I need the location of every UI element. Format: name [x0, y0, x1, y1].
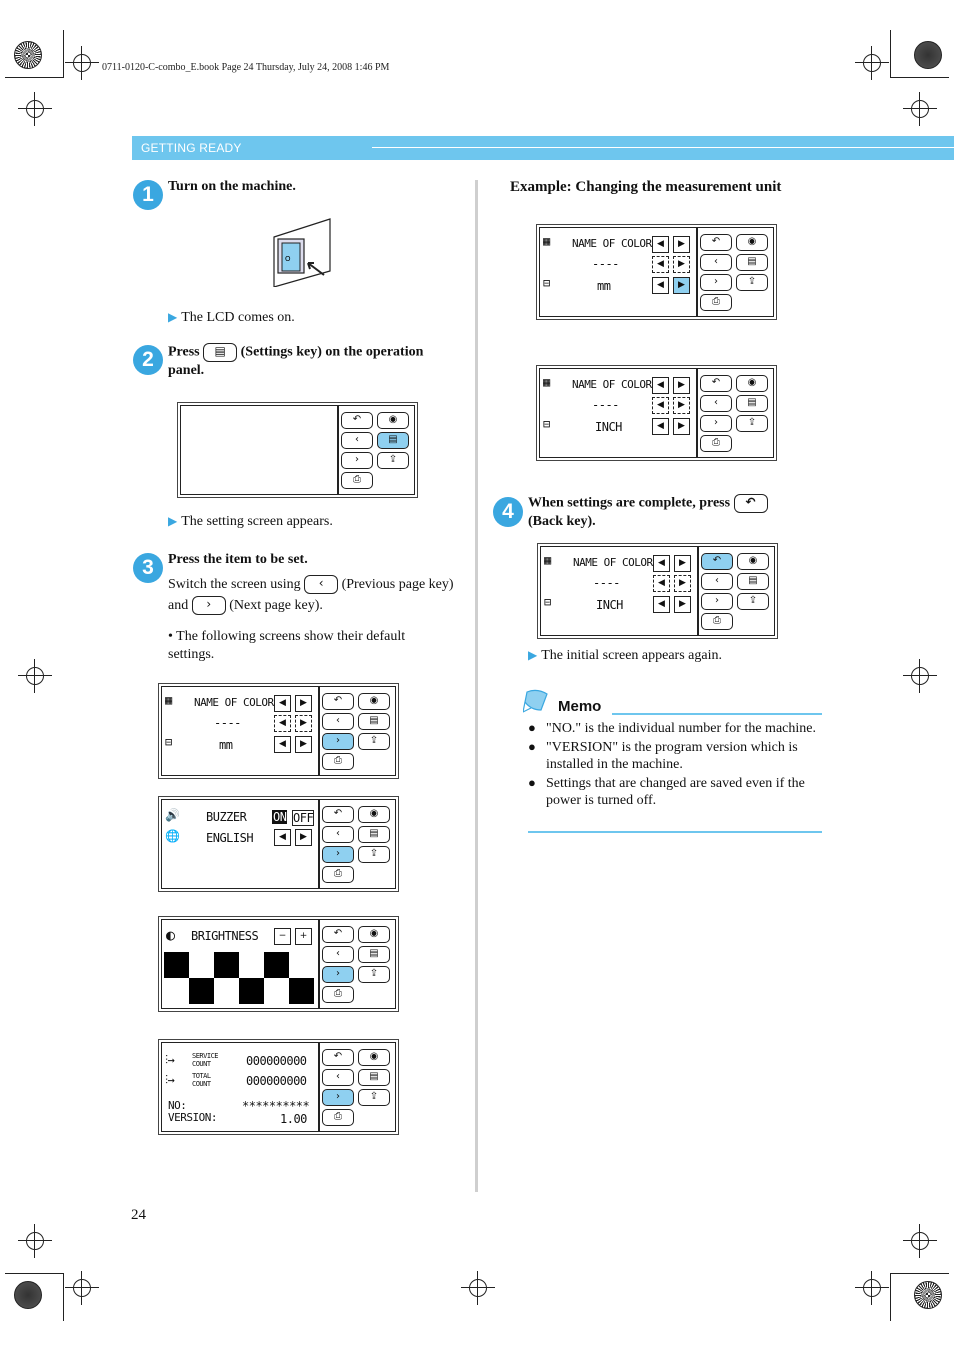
unit-value: INCH	[595, 420, 622, 434]
embroidery-key[interactable]: ◉	[736, 234, 768, 251]
next-page-key[interactable]: ›	[322, 733, 354, 750]
globe-icon: 🌐	[165, 829, 180, 843]
settings-key[interactable]: ▤	[377, 432, 409, 449]
back-key[interactable]: ↶	[322, 926, 354, 943]
embroidery-key[interactable]: ◉	[737, 553, 769, 570]
step-title: Turn on the machine.	[168, 179, 296, 194]
thread-icon: ▦	[165, 693, 172, 707]
reset-key[interactable]: ⎙	[341, 472, 373, 489]
next-page-key[interactable]: ›	[322, 1089, 354, 1106]
right-arrow-button[interactable]: ▶	[673, 397, 690, 414]
version-value: 1.00	[280, 1112, 307, 1126]
left-arrow-button[interactable]: ◀	[653, 596, 670, 613]
step-number: 3	[133, 553, 163, 583]
name-of-color-label: NAME OF COLOR	[573, 556, 653, 569]
name-of-color-label: NAME OF COLOR	[194, 696, 274, 709]
next-page-key[interactable]: ›	[322, 966, 354, 983]
left-arrow-button[interactable]: ◀	[653, 555, 670, 572]
settings-key[interactable]: ▤	[736, 395, 768, 412]
step-number: 4	[493, 497, 523, 527]
service-count-value: 000000000	[246, 1054, 307, 1068]
lcd-screen-counts	[161, 1042, 396, 1132]
crop-mark	[890, 1273, 891, 1321]
svg-text:O: O	[285, 255, 291, 263]
save-key[interactable]: ⇪	[358, 733, 390, 750]
left-arrow-button[interactable]: ◀	[274, 715, 291, 732]
unit-value: mm	[219, 738, 233, 752]
left-arrow-button[interactable]: ◀	[652, 236, 669, 253]
embroidery-key[interactable]: ◉	[358, 693, 390, 710]
memo-title: Memo	[558, 698, 602, 715]
right-arrow-button[interactable]: ▶	[674, 555, 691, 572]
left-arrow-button[interactable]: ◀	[274, 695, 291, 712]
previous-page-key[interactable]: ‹	[322, 826, 354, 843]
registration-disc-icon	[14, 1281, 42, 1309]
previous-page-key[interactable]: ‹	[322, 1069, 354, 1086]
right-arrow-button[interactable]: ▶	[674, 596, 691, 613]
previous-page-key[interactable]: ‹	[322, 946, 354, 963]
back-key[interactable]: ↶	[700, 375, 732, 392]
settings-key[interactable]: ▤	[358, 713, 390, 730]
brightness-pattern	[164, 952, 314, 1004]
color-value: ----	[214, 716, 241, 730]
step-number: 2	[133, 345, 163, 375]
lcd-example-inch	[539, 368, 774, 458]
contrast-icon: ◐	[166, 926, 175, 944]
lcd-screen-brightness	[161, 919, 396, 1009]
step-title: Press ▤ (Settings key) on the operation panel.	[168, 344, 424, 378]
settings-key[interactable]: ▤	[358, 1069, 390, 1086]
back-key-icon: ↶	[734, 494, 768, 513]
version-label: VERSION:	[168, 1111, 217, 1124]
next-page-key[interactable]: ›	[341, 452, 373, 469]
previous-page-key[interactable]: ‹	[701, 573, 733, 590]
step-body: Switch the screen using ‹ (Previous page key) and › (Next page key).	[168, 574, 463, 616]
next-page-key[interactable]: ›	[700, 415, 732, 432]
right-arrow-button[interactable]: ▶	[673, 377, 690, 394]
lcd-screen-color-unit	[161, 686, 396, 776]
back-key[interactable]: ↶	[700, 234, 732, 251]
step-result: ▶ The initial screen appears again.	[528, 648, 722, 663]
save-key[interactable]: ⇪	[736, 274, 768, 291]
previous-page-key[interactable]: ‹	[700, 254, 732, 271]
minus-button[interactable]: −	[274, 928, 291, 945]
crosshair-icon	[73, 54, 91, 72]
lcd-panel-initial	[180, 405, 415, 495]
thread-icon: ▦	[543, 234, 550, 248]
lcd-screen-buzzer-language	[161, 799, 396, 889]
reset-key[interactable]: ⎙	[322, 753, 354, 770]
right-arrow-button[interactable]: ▶	[295, 736, 312, 753]
step-title: When settings are complete, press ↶ (Back key).	[528, 494, 818, 530]
embroidery-key[interactable]: ◉	[358, 1049, 390, 1066]
crop-mark	[63, 1273, 64, 1321]
example-title: Example: Changing the measurement unit	[510, 179, 782, 195]
save-key[interactable]: ⇪	[736, 415, 768, 432]
crosshair-icon	[73, 1279, 91, 1297]
right-arrow-button[interactable]: ▶	[673, 418, 690, 435]
embroidery-key[interactable]: ◉	[736, 375, 768, 392]
crop-mark	[891, 1273, 949, 1274]
back-key[interactable]: ↶	[341, 412, 373, 429]
crosshair-icon	[911, 667, 929, 685]
thread-icon: ▦	[544, 553, 551, 567]
language-value: ENGLISH	[206, 831, 254, 845]
reset-key[interactable]: ⎙	[322, 986, 354, 1003]
settings-key[interactable]: ▤	[358, 826, 390, 843]
column-divider	[475, 180, 478, 1192]
measure-icon: ⊟	[543, 276, 550, 290]
save-key[interactable]: ⇪	[737, 593, 769, 610]
buzzer-off-button[interactable]: OFF	[293, 811, 314, 825]
lcd-example-mm	[539, 227, 774, 317]
page-number: 24	[131, 1207, 146, 1223]
color-value: ----	[592, 257, 619, 271]
left-arrow-button[interactable]: ◀	[652, 377, 669, 394]
buzzer-label: BUZZER	[206, 810, 247, 824]
right-arrow-button[interactable]: ▶	[673, 236, 690, 253]
reset-key[interactable]: ⎙	[322, 1109, 354, 1126]
left-arrow-button[interactable]: ◀	[652, 256, 669, 273]
embroidery-key[interactable]: ◉	[358, 926, 390, 943]
next-page-key-icon: ›	[192, 596, 226, 615]
embroidery-key[interactable]: ◉	[377, 412, 409, 429]
print-header: 0711-0120-C-combo_E.book Page 24 Thursday, July 24, 2008 1:46 PM	[102, 62, 390, 73]
right-arrow-button[interactable]: ▶	[673, 277, 690, 294]
previous-page-key-icon: ‹	[304, 575, 338, 594]
memo-rule-bottom	[528, 831, 822, 833]
right-arrow-button[interactable]: ▶	[295, 695, 312, 712]
memo-rule-top	[612, 713, 822, 715]
crosshair-icon	[911, 1232, 929, 1250]
left-arrow-button[interactable]: ◀	[653, 575, 670, 592]
settings-key[interactable]: ▤	[358, 946, 390, 963]
crosshair-icon	[26, 667, 44, 685]
service-count-label: SERVICE COUNT	[192, 1052, 219, 1068]
unit-value: mm	[597, 279, 611, 293]
step-number: 1	[133, 180, 163, 210]
reset-key[interactable]: ⎙	[701, 613, 733, 630]
right-arrow-button[interactable]: ▶	[673, 256, 690, 273]
reset-key[interactable]: ⎙	[322, 866, 354, 883]
crosshair-icon	[863, 1279, 881, 1297]
name-of-color-label: NAME OF COLOR	[572, 237, 652, 250]
unit-value: INCH	[596, 598, 623, 612]
thread-icon: ▦	[543, 375, 550, 389]
section-title: GETTING READY	[141, 141, 242, 155]
crop-mark	[63, 30, 64, 78]
name-of-color-label: NAME OF COLOR	[572, 378, 652, 391]
memo-item: Settings that are changed are saved even if the power is turned off.	[546, 775, 805, 808]
service-count-icon: ⫶→	[165, 1053, 175, 1067]
total-count-label: TOTAL COUNT	[192, 1072, 211, 1088]
power-switch-illustration	[268, 215, 334, 287]
section-bar	[132, 136, 954, 160]
crop-mark	[891, 77, 949, 78]
reset-key[interactable]: ⎙	[700, 435, 732, 452]
registration-disc-icon	[914, 41, 942, 69]
registration-disc-icon	[14, 41, 42, 69]
memo-item: "NO." is the individual number for the machine.	[546, 721, 816, 736]
memo-list: ● "NO." is the individual number for the machine. ● "VERSION" is the program version which is installed in the machine. ● Settings that are changed are saved even if the power is turned off.	[528, 720, 820, 810]
reset-key[interactable]: ⎙	[700, 294, 732, 311]
registration-disc-icon	[914, 1281, 942, 1309]
color-value: ----	[593, 576, 620, 590]
plus-button[interactable]: +	[295, 928, 312, 945]
right-arrow-button[interactable]: ▶	[674, 575, 691, 592]
lcd-example-back	[540, 546, 775, 636]
left-arrow-button[interactable]: ◀	[652, 397, 669, 414]
right-arrow-button[interactable]: ▶	[295, 715, 312, 732]
step-title: Press the item to be set.	[168, 552, 308, 567]
save-key[interactable]: ⇪	[358, 966, 390, 983]
back-key[interactable]: ↶	[322, 693, 354, 710]
brightness-label: BRIGHTNESS	[191, 929, 259, 943]
next-page-key[interactable]: ›	[701, 593, 733, 610]
settings-key-icon: ▤	[203, 343, 237, 362]
speaker-icon: 🔊	[165, 808, 180, 822]
crosshair-icon	[469, 1279, 487, 1297]
save-key[interactable]: ⇪	[358, 1089, 390, 1106]
crosshair-icon	[26, 100, 44, 118]
back-key[interactable]: ↶	[701, 553, 733, 570]
previous-page-key[interactable]: ‹	[700, 395, 732, 412]
memo-icon	[523, 688, 551, 714]
total-count-icon: ⫶→	[165, 1073, 175, 1087]
settings-key[interactable]: ▤	[737, 573, 769, 590]
left-arrow-button[interactable]: ◀	[652, 418, 669, 435]
back-key[interactable]: ↶	[322, 1049, 354, 1066]
crop-mark	[5, 77, 63, 78]
crosshair-icon	[26, 1232, 44, 1250]
step-bullet: • The following screens show their default settings.	[168, 629, 406, 662]
back-key[interactable]: ↶	[322, 806, 354, 823]
crop-mark	[5, 1273, 63, 1274]
measure-icon: ⊟	[543, 417, 550, 431]
buzzer-on-button[interactable]: ON	[273, 810, 287, 824]
right-arrow-button[interactable]: ▶	[295, 829, 312, 846]
save-key[interactable]: ⇪	[358, 846, 390, 863]
previous-page-key[interactable]: ‹	[322, 713, 354, 730]
no-value: **********	[242, 1099, 310, 1113]
step-result: ▶ The LCD comes on.	[168, 310, 295, 325]
next-page-key[interactable]: ›	[700, 274, 732, 291]
left-arrow-button[interactable]: ◀	[652, 277, 669, 294]
left-arrow-button[interactable]: ◀	[274, 736, 291, 753]
measure-icon: ⊟	[544, 595, 551, 609]
embroidery-key[interactable]: ◉	[358, 806, 390, 823]
memo-item: "VERSION" is the program version which is installed in the machine.	[546, 739, 798, 772]
step-result: ▶ The setting screen appears.	[168, 514, 333, 529]
left-arrow-button[interactable]: ◀	[274, 829, 291, 846]
crop-mark	[890, 30, 891, 78]
crosshair-icon	[863, 54, 881, 72]
previous-page-key[interactable]: ‹	[341, 432, 373, 449]
save-key[interactable]: ⇪	[377, 452, 409, 469]
measure-icon: ⊟	[165, 735, 172, 749]
settings-key[interactable]: ▤	[736, 254, 768, 271]
no-label: NO:	[168, 1099, 187, 1112]
next-page-key[interactable]: ›	[322, 846, 354, 863]
total-count-value: 000000000	[246, 1074, 307, 1088]
crosshair-icon	[911, 100, 929, 118]
color-value: ----	[592, 398, 619, 412]
